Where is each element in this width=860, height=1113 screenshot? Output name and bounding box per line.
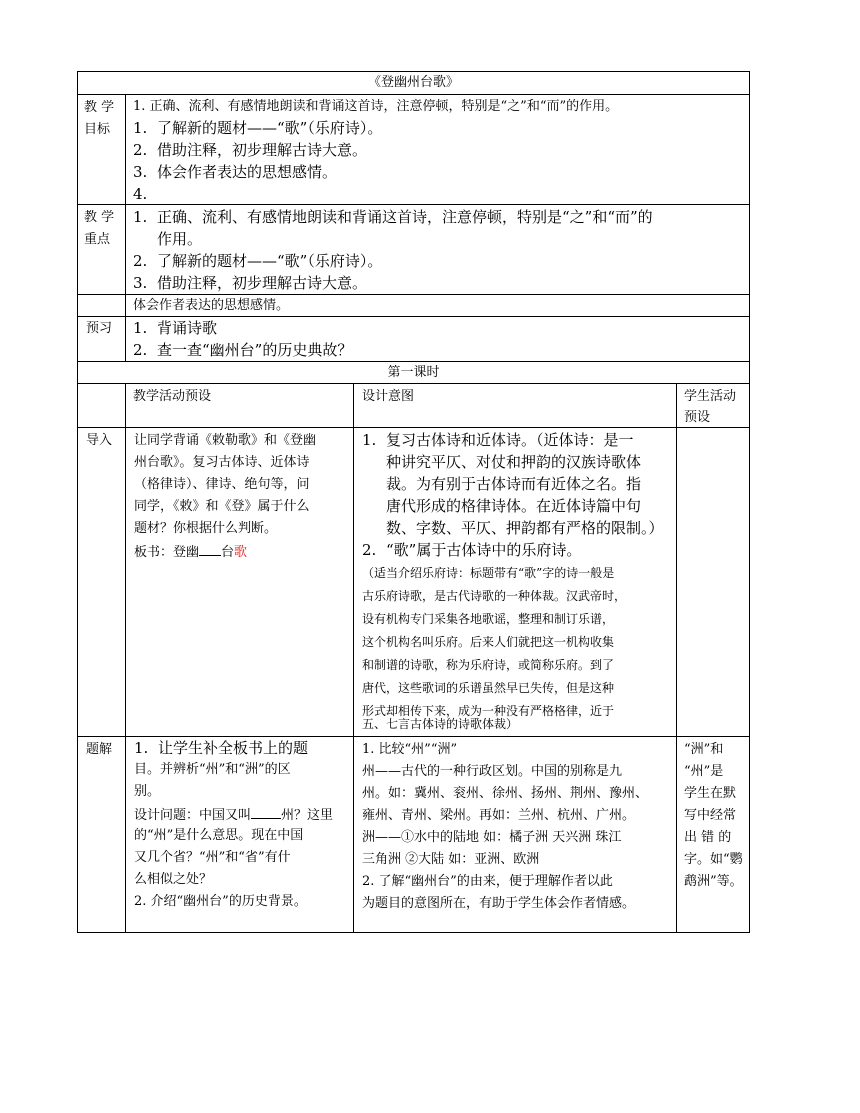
explain-design-line: 1. 比较“州”“洲” (362, 742, 458, 757)
intro-note-line: 五、七言古体诗的诗歌体裁） (362, 717, 519, 731)
preview-item: 2. 查一查“幽州台”的历史典故？ (133, 341, 353, 359)
intro-activity-line: （格律诗）、律诗、绝句等，问 (134, 477, 310, 492)
col-divider (676, 383, 677, 933)
explain-student-line: “洲”和 (684, 742, 724, 757)
explain-activity-line: 的“州”是什么意思。现在中国 (134, 828, 304, 843)
row-divider (77, 427, 750, 428)
intro-activity-line: 题材？你根据什么判断。 (134, 521, 278, 536)
goal-item: 3. 体会作者表达的思想感情。 (133, 163, 338, 181)
preview-label: 预习 (86, 321, 113, 336)
intro-design-line: 数、字数、平仄、押韵都有严格的限制。） (386, 519, 664, 537)
intro-design-line: 唐代形成的格律诗体。在近体诗篇中句 (386, 497, 642, 515)
goals-lead: 1. 正确、流利、有感情地朗读和背诵这首诗，注意停顿，特别是“之”和“而”的作用。 (133, 99, 619, 114)
explain-student-line: 写中经常 (684, 808, 737, 823)
explain-activity-line: 目。并辨析“州”和“洲”的区 (134, 762, 291, 777)
intro-design-line: 2. “歌”属于古体诗中的乐府诗。 (362, 541, 582, 559)
explain-design-line: 州。如：冀州、衮州、徐州、扬州、荆州、豫州、 (362, 786, 649, 801)
explain-design-line: 三角洲 ②大陆 如：亚洲、欧洲 (362, 852, 540, 867)
intro-note-line: 形式却相传下来，成为一种没有严格格律，近于 (362, 704, 615, 718)
explain-student-line: 出 错 的 (684, 830, 732, 845)
goals-label-b: 目标 (84, 122, 111, 137)
lesson-title: 第一课时 (387, 365, 440, 380)
row-divider (77, 383, 750, 384)
col-header-student-a: 学生活动 (684, 389, 737, 404)
explain-student-line: 字。如“鹦 (684, 852, 743, 867)
explain-activity-line: 别。 (134, 784, 161, 799)
intro-note-line: 设有机构专门采集各地歌谣，整理和制订乐谱， (362, 612, 615, 626)
explain-label: 题解 (86, 742, 113, 757)
explain-design-line: 雍州、青州、梁州。再如：兰州、杭州、广州。 (362, 808, 636, 823)
col-divider (125, 94, 126, 361)
explain-student-line: 学生在默 (684, 786, 737, 801)
col-header-student-b: 预设 (684, 410, 711, 425)
intro-note-line: （适当介绍乐府诗：标题带有“歌”字的诗一般是 (362, 566, 615, 580)
goal-item: 4. (133, 185, 148, 203)
explain-design-line: 2. 了解“幽州台”的由来，便于理解作者以此 (362, 874, 613, 889)
intro-activity-line: 同学，《敕》和《登》属于什么 (134, 499, 310, 514)
board-writing: 板书：登幽 台歌 (134, 541, 247, 563)
fill-blank (251, 804, 281, 819)
row-divider (77, 94, 750, 95)
explain-activity-first: 1. 让学生补全板书上的题 (134, 739, 309, 757)
explain-student-line: 鹉洲”等。 (684, 874, 743, 889)
explain-student-line: “州”是 (684, 764, 724, 779)
explain-design-line: 州——古代的一种行政区划。中国的别称是九 (362, 764, 623, 779)
row-divider (77, 361, 750, 362)
col-header-activity: 教学活动预设 (133, 389, 212, 404)
focus-item: 1. 正确、流利、有感情地朗读和背诵这首诗，注意停顿，特别是“之”和“而”的 (133, 208, 653, 226)
focus-item: 2. 了解新的题材——“歌”（乐府诗）。 (133, 252, 383, 270)
goals-label-a: 教 学 (84, 100, 115, 115)
explain-activity-last: 2. 介绍“幽州台”的历史背景。 (134, 894, 307, 909)
difficulty-text: 体会作者表达的思想感情。 (133, 298, 290, 313)
preview-item: 1. 背诵诗歌 (133, 319, 218, 337)
goal-item: 2. 借助注释，初步理解古诗大意。 (133, 141, 368, 159)
goal-item: 1. 了解新的题材——“歌”（乐府诗）。 (133, 119, 383, 137)
explain-question: 设计问题：中国又叫 州？这里 (134, 804, 333, 826)
row-divider (77, 204, 750, 205)
fill-blank (199, 541, 221, 556)
intro-activity-line: 州台歌》。复习古体诗、近体诗 (134, 455, 310, 470)
intro-activity-line: 让同学背诵《敕勒歌》和《登幽 (134, 433, 317, 448)
explain-design-line: 为题目的意图所在，有助于学生体会作者情感。 (362, 896, 636, 911)
focus-item: 3. 借助注释，初步理解古诗大意。 (133, 274, 368, 292)
intro-design-line: 种讲究平仄、对仗和押韵的汉族诗歌体 (386, 453, 642, 471)
row-divider (77, 294, 750, 295)
intro-note-line: 古乐府诗歌，是古代诗歌的一种体裁。汉武帝时， (362, 589, 627, 603)
explain-activity-line: 又几个省？“州”和“省”有什 (134, 850, 291, 865)
intro-design-line: 1. 复习古体诗和近体诗。（近体诗：是一 (362, 431, 634, 449)
focus-label-b: 重点 (84, 232, 111, 247)
intro-note-line: 这个机构名叫乐府。后来人们就把这一机构收集 (362, 635, 615, 649)
explain-activity-line: 么相似之处？ (134, 872, 213, 887)
col-header-design: 设计意图 (362, 389, 415, 404)
focus-label-a: 教 学 (84, 210, 115, 225)
intro-design-line: 裁。为有别于古体诗而有近体之名。指 (386, 475, 642, 493)
col-divider (125, 383, 126, 933)
intro-label: 导入 (86, 433, 113, 448)
explain-design-line: 洲——①水中的陆地 如：橘子洲 天兴洲 珠江 (362, 830, 622, 845)
focus-item-cont: 作用。 (157, 230, 203, 248)
col-divider (353, 383, 354, 933)
intro-note-line: 和制谱的诗歌，称为乐府诗，或简称乐府。到了 (362, 658, 615, 672)
document-title: 《登幽州台歌》 (367, 75, 459, 90)
intro-note-line: 唐代，这些歌词的乐谱虽然早已失传，但是这种 (362, 681, 615, 695)
